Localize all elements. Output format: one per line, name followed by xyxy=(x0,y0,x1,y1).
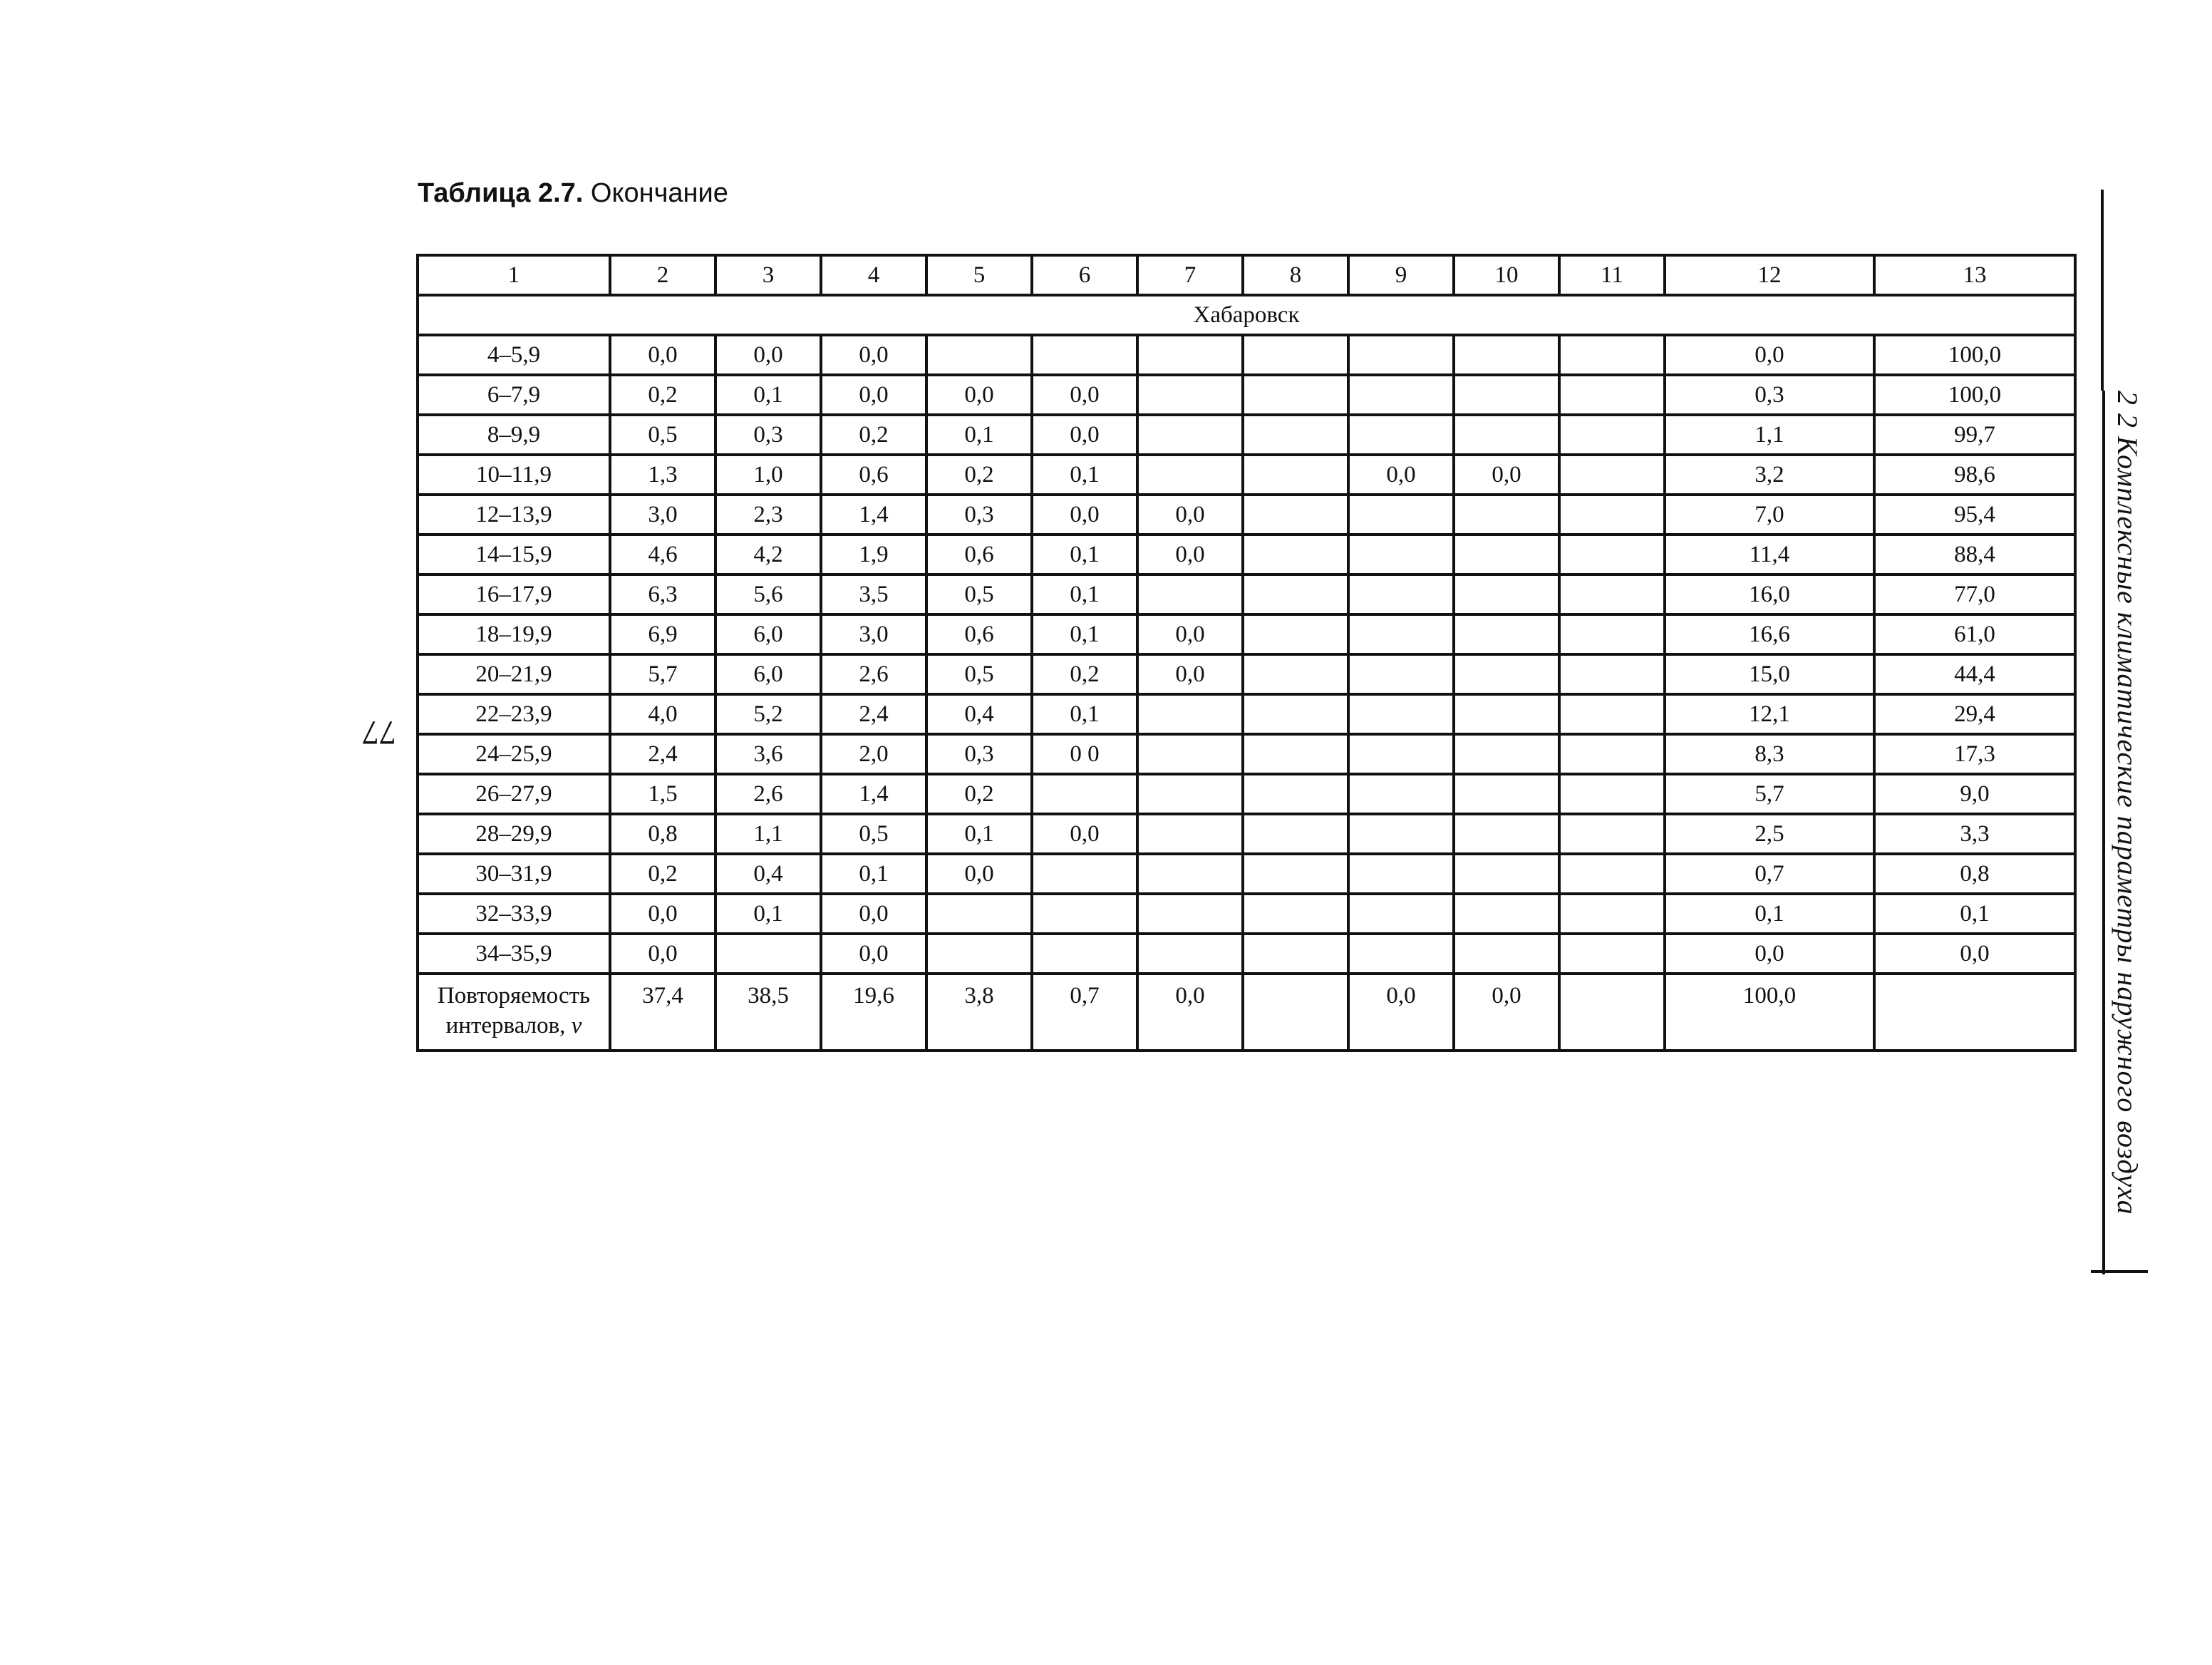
row-interval: 34–35,9 xyxy=(418,934,610,974)
table-cell xyxy=(1243,894,1348,934)
total-cell: 19,6 xyxy=(821,974,926,1051)
table-cell: 2,0 xyxy=(821,734,926,774)
column-number: 4 xyxy=(821,255,926,295)
table-cell xyxy=(1454,535,1559,574)
table-row xyxy=(418,614,2075,654)
table-cell xyxy=(1454,814,1559,854)
table-cell: 0,1 xyxy=(1032,694,1137,734)
table-cell: 0,5 xyxy=(926,574,1032,614)
table-row xyxy=(418,375,2075,415)
table-cell xyxy=(1559,415,1665,455)
table-cell: 0,3 xyxy=(1665,375,1874,415)
table-cell: 0,2 xyxy=(926,455,1032,495)
total-label-line1: Повторяемость xyxy=(437,983,591,1009)
table-cell xyxy=(1454,574,1559,614)
table-cell: 3,2 xyxy=(1665,455,1874,495)
row-interval: 6–7,9 xyxy=(418,375,610,415)
table-cell: 0,0 xyxy=(1137,535,1243,574)
table-cell xyxy=(1348,415,1454,455)
table-cell: 9,0 xyxy=(1874,774,2075,814)
table-cell: 16,0 xyxy=(1665,574,1874,614)
row-interval: 8–9,9 xyxy=(418,415,610,455)
column-number: 13 xyxy=(1874,255,2075,295)
table-cell: 3,5 xyxy=(821,574,926,614)
table-cell: 0,0 xyxy=(610,894,715,934)
table-cell xyxy=(1243,495,1348,535)
total-cell: 0,0 xyxy=(1454,974,1559,1051)
table-cell: 0,6 xyxy=(821,455,926,495)
table-row xyxy=(418,495,2075,535)
table-cell xyxy=(1454,614,1559,654)
table-cell: 4,0 xyxy=(610,694,715,734)
table-cell xyxy=(1454,774,1559,814)
table-cell xyxy=(1348,614,1454,654)
table-cell: 0,5 xyxy=(926,654,1032,694)
table-cell xyxy=(1454,495,1559,535)
table-cell: 6,0 xyxy=(715,654,821,694)
table-cell: 4,2 xyxy=(715,535,821,574)
table-cell xyxy=(1137,894,1243,934)
column-number: 5 xyxy=(926,255,1032,295)
table-cell: 6,0 xyxy=(715,614,821,654)
side-rule-bottom xyxy=(2091,1270,2148,1273)
table-cell xyxy=(1243,654,1348,694)
table-cell xyxy=(1137,854,1243,894)
table-cell xyxy=(1137,415,1243,455)
table-cell xyxy=(1559,614,1665,654)
table-cell xyxy=(1137,335,1243,375)
table-cell xyxy=(1032,774,1137,814)
table-cell: 0,0 xyxy=(610,934,715,974)
table-cell: 6,9 xyxy=(610,614,715,654)
table-cell xyxy=(1559,574,1665,614)
table-cell xyxy=(1243,814,1348,854)
table-cell: 0,0 xyxy=(1137,614,1243,654)
table-cell: 29,4 xyxy=(1874,694,2075,734)
table-row xyxy=(418,455,2075,495)
table-cell: 0,1 xyxy=(821,854,926,894)
table-cell: 2,5 xyxy=(1665,814,1874,854)
table-cell: 0,1 xyxy=(715,375,821,415)
table-cell: 0,1 xyxy=(715,894,821,934)
table-cell: 0,8 xyxy=(610,814,715,854)
table-cell xyxy=(1559,774,1665,814)
row-interval: 18–19,9 xyxy=(418,614,610,654)
table-cell: 0,0 xyxy=(1137,654,1243,694)
table-cell: 0,0 xyxy=(1665,934,1874,974)
table-cell xyxy=(1137,375,1243,415)
table-cell: 0,0 xyxy=(610,335,715,375)
table-cell: 0,0 xyxy=(821,894,926,934)
header-row xyxy=(418,255,2075,295)
table-cell xyxy=(1243,934,1348,974)
table-cell: 5,7 xyxy=(610,654,715,694)
row-interval: 12–13,9 xyxy=(418,495,610,535)
table-cell: 0,0 xyxy=(715,335,821,375)
table-cell: 5,7 xyxy=(1665,774,1874,814)
total-cell xyxy=(1243,974,1348,1051)
table-cell: 0,1 xyxy=(1032,574,1137,614)
table-cell: 0,0 xyxy=(1032,814,1137,854)
row-interval: 26–27,9 xyxy=(418,774,610,814)
table-cell: 1,4 xyxy=(821,774,926,814)
running-head xyxy=(2102,391,2158,1274)
table-cell: 44,4 xyxy=(1874,654,2075,694)
total-label-line2: интервалов, xyxy=(445,1013,572,1038)
table-row xyxy=(418,535,2075,574)
table-cell: 0,2 xyxy=(610,375,715,415)
total-cell: 37,4 xyxy=(610,974,715,1051)
column-number: 2 xyxy=(610,255,715,295)
table-cell xyxy=(1243,535,1348,574)
table-caption-label: Таблица 2.7. xyxy=(418,178,584,208)
row-interval: 14–15,9 xyxy=(418,535,610,574)
table-cell: 0,0 xyxy=(1665,335,1874,375)
table-cell xyxy=(1454,335,1559,375)
table-cell: 0,3 xyxy=(926,734,1032,774)
table-cell xyxy=(1243,455,1348,495)
table-row xyxy=(418,774,2075,814)
table-cell: 0,0 xyxy=(821,375,926,415)
table-cell: 0,2 xyxy=(610,854,715,894)
table-cell xyxy=(1348,814,1454,854)
table-cell: 77,0 xyxy=(1874,574,2075,614)
table-cell: 2,3 xyxy=(715,495,821,535)
table-cell: 0,3 xyxy=(715,415,821,455)
table-cell xyxy=(1032,934,1137,974)
table-cell: 0,1 xyxy=(926,415,1032,455)
table-cell: 0,1 xyxy=(1032,614,1137,654)
table-cell: 0 0 xyxy=(1032,734,1137,774)
total-cell: 0,0 xyxy=(1137,974,1243,1051)
table-cell xyxy=(1559,854,1665,894)
table-cell: 1,5 xyxy=(610,774,715,814)
table-cell: 17,3 xyxy=(1874,734,2075,774)
table-cell xyxy=(926,335,1032,375)
table-cell xyxy=(1559,694,1665,734)
table-cell xyxy=(1243,335,1348,375)
table-cell xyxy=(1137,694,1243,734)
table-cell xyxy=(1559,894,1665,934)
table-cell: 0,5 xyxy=(821,814,926,854)
table-cell: 0,1 xyxy=(926,814,1032,854)
row-interval: 22–23,9 xyxy=(418,694,610,734)
table-cell xyxy=(1454,694,1559,734)
table-cell: 0,6 xyxy=(926,614,1032,654)
table-cell xyxy=(1137,774,1243,814)
data-table xyxy=(416,254,2077,1052)
table-cell: 0,4 xyxy=(926,694,1032,734)
table-cell: 0,2 xyxy=(821,415,926,455)
row-interval: 28–29,9 xyxy=(418,814,610,854)
table-cell xyxy=(926,894,1032,934)
table-cell: 0,0 xyxy=(1874,934,2075,974)
table-cell: 0,1 xyxy=(1032,535,1137,574)
table-cell: 100,0 xyxy=(1874,375,2075,415)
table-cell: 0,0 xyxy=(1454,455,1559,495)
table-cell xyxy=(1348,654,1454,694)
table-cell xyxy=(1454,734,1559,774)
table-cell: 2,4 xyxy=(821,694,926,734)
table-cell xyxy=(1348,694,1454,734)
table-caption-suffix: Окончание xyxy=(583,178,728,208)
table-cell xyxy=(1137,934,1243,974)
table-cell xyxy=(1559,375,1665,415)
total-cell: 0,7 xyxy=(1032,974,1137,1051)
table-row xyxy=(418,734,2075,774)
total-cell: 3,8 xyxy=(926,974,1032,1051)
column-number: 11 xyxy=(1559,255,1665,295)
table-cell xyxy=(1454,654,1559,694)
column-number: 8 xyxy=(1243,255,1348,295)
table-cell: 4,6 xyxy=(610,535,715,574)
table-cell xyxy=(1348,335,1454,375)
table-cell xyxy=(1559,734,1665,774)
table-cell: 0,0 xyxy=(1032,375,1137,415)
table-row xyxy=(418,814,2075,854)
table-cell xyxy=(1243,694,1348,734)
table-cell xyxy=(1243,614,1348,654)
table-cell: 16,6 xyxy=(1665,614,1874,654)
table-cell: 1,0 xyxy=(715,455,821,495)
total-label-variable: ν xyxy=(571,1013,582,1038)
table-cell: 98,6 xyxy=(1874,455,2075,495)
table-cell xyxy=(1559,535,1665,574)
table-cell xyxy=(1559,814,1665,854)
total-row-label xyxy=(418,974,610,1051)
table-row xyxy=(418,415,2075,455)
table-cell xyxy=(1348,854,1454,894)
table-row xyxy=(418,854,2075,894)
table-cell: 2,6 xyxy=(715,774,821,814)
section-title: Хабаровск xyxy=(418,295,2075,335)
table-cell xyxy=(1243,854,1348,894)
table-cell: 0,3 xyxy=(926,495,1032,535)
page-number: 77 xyxy=(362,713,396,751)
table-cell: 95,4 xyxy=(1874,495,2075,535)
table-cell xyxy=(1243,574,1348,614)
table-cell xyxy=(1559,495,1665,535)
table-cell: 5,6 xyxy=(715,574,821,614)
table-cell xyxy=(1454,894,1559,934)
table-cell: 0,0 xyxy=(926,854,1032,894)
table-cell xyxy=(1559,654,1665,694)
table-cell xyxy=(1137,814,1243,854)
table-cell xyxy=(1137,455,1243,495)
table-cell: 7,0 xyxy=(1665,495,1874,535)
table-cell xyxy=(1559,335,1665,375)
table-row xyxy=(418,574,2075,614)
table-cell: 0,1 xyxy=(1874,894,2075,934)
table-cell xyxy=(1243,375,1348,415)
table-cell: 3,0 xyxy=(821,614,926,654)
table-cell: 0,0 xyxy=(1032,495,1137,535)
table-cell: 0,0 xyxy=(821,934,926,974)
table-cell: 0,6 xyxy=(926,535,1032,574)
table-cell: 88,4 xyxy=(1874,535,2075,574)
table-body xyxy=(418,255,2075,1051)
table-cell: 100,0 xyxy=(1874,335,2075,375)
table-cell xyxy=(1032,335,1137,375)
table-row xyxy=(418,654,2075,694)
table-cell: 5,2 xyxy=(715,694,821,734)
table-row xyxy=(418,694,2075,734)
table-cell: 2,6 xyxy=(821,654,926,694)
total-cell: 100,0 xyxy=(1665,974,1874,1051)
total-cell xyxy=(1559,974,1665,1051)
table-cell xyxy=(1454,854,1559,894)
table-cell: 15,0 xyxy=(1665,654,1874,694)
total-cell: 38,5 xyxy=(715,974,821,1051)
row-interval: 32–33,9 xyxy=(418,894,610,934)
table-cell xyxy=(1559,455,1665,495)
table-cell: 0,2 xyxy=(1032,654,1137,694)
table-cell: 0,1 xyxy=(1032,455,1137,495)
column-number: 1 xyxy=(418,255,610,295)
table-cell xyxy=(1243,734,1348,774)
table-cell: 99,7 xyxy=(1874,415,2075,455)
table-cell: 0,0 xyxy=(926,375,1032,415)
table-cell xyxy=(715,934,821,974)
table-cell: 1,3 xyxy=(610,455,715,495)
row-interval: 20–21,9 xyxy=(418,654,610,694)
table-cell: 2,4 xyxy=(610,734,715,774)
table-cell: 0,0 xyxy=(821,335,926,375)
table-cell xyxy=(1032,854,1137,894)
table-caption xyxy=(418,178,728,209)
table-cell xyxy=(1454,375,1559,415)
table-cell: 1,9 xyxy=(821,535,926,574)
column-number: 3 xyxy=(715,255,821,295)
row-interval: 4–5,9 xyxy=(418,335,610,375)
total-row xyxy=(418,974,2075,1051)
column-number: 12 xyxy=(1665,255,1874,295)
table-cell xyxy=(1348,535,1454,574)
table-cell xyxy=(1559,934,1665,974)
table-cell: 11,4 xyxy=(1665,535,1874,574)
side-rule-top xyxy=(2101,190,2104,391)
table-cell xyxy=(1348,934,1454,974)
table-cell xyxy=(1032,894,1137,934)
row-interval: 10–11,9 xyxy=(418,455,610,495)
table-cell: 0,1 xyxy=(1665,894,1874,934)
table-cell: 0,8 xyxy=(1874,854,2075,894)
table-cell: 3,0 xyxy=(610,495,715,535)
table-cell xyxy=(1348,734,1454,774)
table-cell: 1,4 xyxy=(821,495,926,535)
row-interval: 16–17,9 xyxy=(418,574,610,614)
running-head-text: 2 2 Комплексные климатические параметры наружного воздуха xyxy=(2112,391,2144,1215)
table-cell: 1,1 xyxy=(715,814,821,854)
column-number: 10 xyxy=(1454,255,1559,295)
table-cell xyxy=(1348,375,1454,415)
column-number: 9 xyxy=(1348,255,1454,295)
table-cell xyxy=(1454,415,1559,455)
table-cell xyxy=(1137,574,1243,614)
table-cell xyxy=(1348,495,1454,535)
table-row xyxy=(418,335,2075,375)
table-cell xyxy=(1348,574,1454,614)
table-row xyxy=(418,894,2075,934)
table-cell: 0,5 xyxy=(610,415,715,455)
table-cell xyxy=(1348,894,1454,934)
table-cell: 1,1 xyxy=(1665,415,1874,455)
total-cell xyxy=(1874,974,2075,1051)
table-cell: 0,7 xyxy=(1665,854,1874,894)
section-row xyxy=(418,295,2075,335)
table-cell xyxy=(926,934,1032,974)
table-cell: 6,3 xyxy=(610,574,715,614)
column-number: 6 xyxy=(1032,255,1137,295)
table-cell: 0,0 xyxy=(1348,455,1454,495)
table-cell xyxy=(1454,934,1559,974)
column-number: 7 xyxy=(1137,255,1243,295)
table-cell: 3,6 xyxy=(715,734,821,774)
row-interval: 24–25,9 xyxy=(418,734,610,774)
table-cell: 0,0 xyxy=(1032,415,1137,455)
table-cell: 0,2 xyxy=(926,774,1032,814)
table-cell: 3,3 xyxy=(1874,814,2075,854)
table-cell: 61,0 xyxy=(1874,614,2075,654)
row-interval: 30–31,9 xyxy=(418,854,610,894)
table-cell xyxy=(1348,774,1454,814)
table-cell: 12,1 xyxy=(1665,694,1874,734)
table-cell xyxy=(1243,774,1348,814)
table-cell xyxy=(1243,415,1348,455)
table-row xyxy=(418,934,2075,974)
table-cell xyxy=(1137,734,1243,774)
table-cell: 8,3 xyxy=(1665,734,1874,774)
table-cell: 0,0 xyxy=(1137,495,1243,535)
table-cell: 0,4 xyxy=(715,854,821,894)
total-cell: 0,0 xyxy=(1348,974,1454,1051)
